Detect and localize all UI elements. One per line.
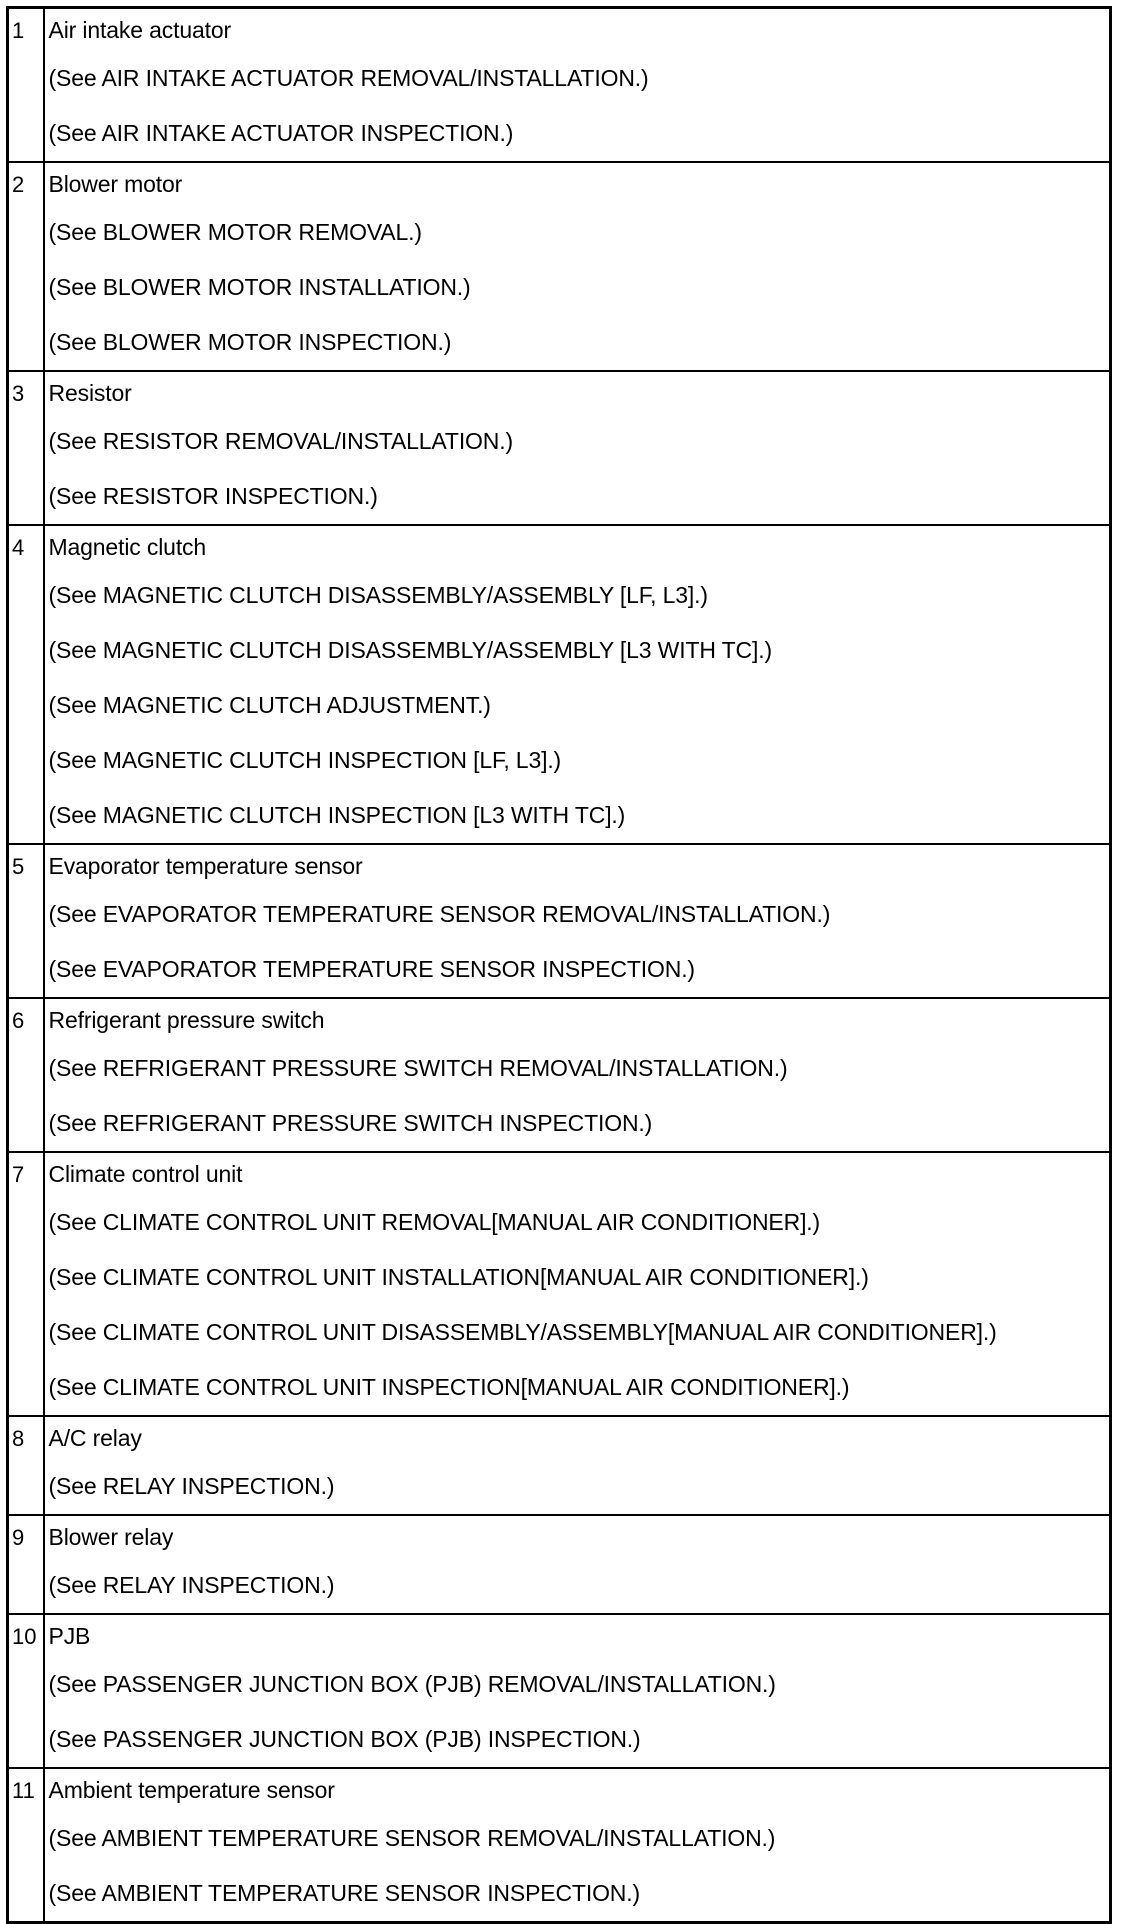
row-content (44, 162, 1111, 371)
table-row (8, 162, 1111, 371)
procedure-reference-link[interactable]: (See CLIMATE CONTROL UNIT DISASSEMBLY/ASSEMBLY[MANUAL AIR CONDITIONER].) (48, 1319, 997, 1345)
table-row (8, 371, 1111, 525)
component-name: Ambient temperature sensor (48, 1777, 335, 1803)
row-number: 3 (8, 371, 44, 525)
row-number: 9 (8, 1515, 44, 1614)
row-content (44, 1416, 1111, 1515)
row-number: 5 (8, 844, 44, 998)
row-content (44, 1768, 1111, 1923)
table-row (8, 1416, 1111, 1515)
procedure-reference-link[interactable]: (See PASSENGER JUNCTION BOX (PJB) REMOVAL/INSTALLATION.) (48, 1671, 776, 1697)
table-row (8, 1768, 1111, 1923)
row-content (44, 371, 1111, 525)
procedure-reference-link[interactable]: (See RELAY INSPECTION.) (48, 1572, 335, 1598)
row-content (44, 844, 1111, 998)
procedure-reference-link[interactable]: (See AIR INTAKE ACTUATOR REMOVAL/INSTALLATION.) (48, 65, 649, 91)
procedure-reference-link[interactable]: (See AMBIENT TEMPERATURE SENSOR REMOVAL/INSTALLATION.) (48, 1825, 776, 1851)
component-name: Air intake actuator (48, 17, 232, 43)
component-name: Climate control unit (48, 1161, 243, 1187)
table-row (8, 844, 1111, 998)
procedure-reference-link[interactable]: (See CLIMATE CONTROL UNIT INSTALLATION[MANUAL AIR CONDITIONER].) (48, 1264, 869, 1290)
procedure-reference-link[interactable]: (See CLIMATE CONTROL UNIT INSPECTION[MANUAL AIR CONDITIONER].) (48, 1374, 850, 1400)
table-row (8, 525, 1111, 844)
table-row (8, 1152, 1111, 1416)
procedure-reference-link[interactable]: (See BLOWER MOTOR INSPECTION.) (48, 329, 452, 355)
row-content (44, 998, 1111, 1152)
table-row (8, 998, 1111, 1152)
row-content (44, 1152, 1111, 1416)
row-number: 2 (8, 162, 44, 371)
procedure-reference-link[interactable]: (See MAGNETIC CLUTCH DISASSEMBLY/ASSEMBLY [LF, L3].) (48, 582, 708, 608)
procedure-reference-link[interactable]: (See PASSENGER JUNCTION BOX (PJB) INSPECTION.) (48, 1726, 641, 1752)
row-number: 7 (8, 1152, 44, 1416)
component-name: PJB (48, 1623, 91, 1649)
row-number: 1 (8, 8, 44, 163)
row-content (44, 1515, 1111, 1614)
procedure-reference-link[interactable]: (See RELAY INSPECTION.) (48, 1473, 335, 1499)
table-row (8, 1614, 1111, 1768)
component-name: Evaporator temperature sensor (48, 853, 363, 879)
component-reference-table (6, 6, 1112, 1924)
procedure-reference-link[interactable]: (See MAGNETIC CLUTCH INSPECTION [L3 WITH TC].) (48, 802, 626, 828)
procedure-reference-link[interactable]: (See BLOWER MOTOR REMOVAL.) (48, 219, 422, 245)
procedure-reference-link[interactable]: (See EVAPORATOR TEMPERATURE SENSOR INSPECTION.) (48, 956, 695, 982)
row-number: 4 (8, 525, 44, 844)
procedure-reference-link[interactable]: (See EVAPORATOR TEMPERATURE SENSOR REMOVAL/INSTALLATION.) (48, 901, 831, 927)
procedure-reference-link[interactable]: (See AMBIENT TEMPERATURE SENSOR INSPECTION.) (48, 1880, 641, 1906)
row-number: 6 (8, 998, 44, 1152)
component-name: Blower motor (48, 171, 183, 197)
table-row (8, 1515, 1111, 1614)
procedure-reference-link[interactable]: (See RESISTOR INSPECTION.) (48, 483, 378, 509)
row-content (44, 1614, 1111, 1768)
procedure-reference-link[interactable]: (See BLOWER MOTOR INSTALLATION.) (48, 274, 471, 300)
component-name: A/C relay (48, 1425, 142, 1451)
procedure-reference-link[interactable]: (See MAGNETIC CLUTCH INSPECTION [LF, L3].) (48, 747, 562, 773)
row-content (44, 525, 1111, 844)
row-number: 10 (8, 1614, 44, 1768)
table-body (8, 8, 1111, 1923)
row-number: 11 (8, 1768, 44, 1923)
procedure-reference-link[interactable]: (See REFRIGERANT PRESSURE SWITCH REMOVAL/INSTALLATION.) (48, 1055, 788, 1081)
component-name: Refrigerant pressure switch (48, 1007, 325, 1033)
procedure-reference-link[interactable]: (See AIR INTAKE ACTUATOR INSPECTION.) (48, 120, 514, 146)
component-name: Magnetic clutch (48, 534, 207, 560)
procedure-reference-link[interactable]: (See RESISTOR REMOVAL/INSTALLATION.) (48, 428, 514, 454)
component-name: Resistor (48, 380, 132, 406)
table-row (8, 8, 1111, 163)
row-content (44, 8, 1111, 163)
component-name: Blower relay (48, 1524, 174, 1550)
procedure-reference-link[interactable]: (See REFRIGERANT PRESSURE SWITCH INSPECTION.) (48, 1110, 653, 1136)
procedure-reference-link[interactable]: (See MAGNETIC CLUTCH DISASSEMBLY/ASSEMBLY [L3 WITH TC].) (48, 637, 773, 663)
procedure-reference-link[interactable]: (See MAGNETIC CLUTCH ADJUSTMENT.) (48, 692, 491, 718)
row-number: 8 (8, 1416, 44, 1515)
procedure-reference-link[interactable]: (See CLIMATE CONTROL UNIT REMOVAL[MANUAL AIR CONDITIONER].) (48, 1209, 821, 1235)
